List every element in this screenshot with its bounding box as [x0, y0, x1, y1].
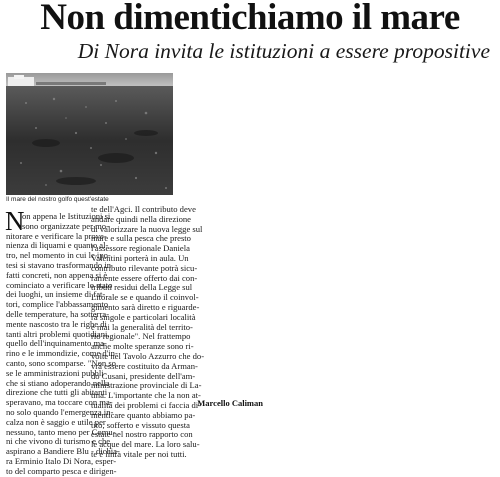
sea-photo: [6, 73, 173, 195]
text-line: cominciato a verificare lo stato: [6, 279, 113, 290]
text-line: ministrazione provinciale di La-: [91, 380, 202, 391]
author-signature: Marcello Caliman: [197, 398, 263, 408]
text-line: canto, sono scomparse. "Non so: [6, 357, 116, 368]
subtitle: Di Nora invita le istituzioni a essere propositive: [77, 39, 490, 63]
text-line: nessuno, tanto meno per Comu-: [6, 426, 116, 437]
text-line: contributo rilevante potrà sicu-: [91, 262, 198, 273]
text-line: te dell'Agci. Il contributo deve: [91, 204, 196, 214]
text-line: e mai la generalità del territo-: [91, 321, 193, 332]
text-line: aspirano a Bandiere Blu - dichia-: [6, 446, 120, 457]
text-line: vrà essere costituito da Arman-: [91, 360, 198, 371]
text-line: gimento sarà diretto e riguarde-: [91, 301, 200, 312]
text-line: to del comparto pesca e dirigen-: [6, 465, 117, 476]
text-line: direzione che tutti gli abitanti: [6, 387, 108, 398]
text-line: nienza di liquami e quanto al-: [6, 240, 109, 251]
text-line: rio regionale". Nel frattempo: [91, 331, 191, 342]
text-line: rino e le immondizie, come d'in-: [6, 348, 118, 359]
text-line: estate nel nostro rapporto con: [91, 429, 193, 440]
text-line: dei luoghi, un insieme di fat-: [6, 289, 106, 300]
text-line: do Cusani, presidente dell'am-: [91, 370, 196, 381]
text-line: ra Erminio Italo Di Nora, esper-: [6, 455, 117, 466]
article-column-2: [91, 204, 205, 460]
text-line: anche molte speranze sono ri-: [91, 341, 194, 352]
text-line: menticare quanto abbiamo pa-: [91, 409, 196, 420]
text-line: le acque del mare. La loro salu-: [91, 439, 200, 450]
text-line: tesi si stavano trasformando in: [6, 259, 112, 270]
blank-area: [268, 73, 500, 409]
text-line: ni che vivono di turismo e che: [6, 436, 111, 447]
text-line: speravano, ma toccare con ma-: [6, 397, 113, 408]
text-line: mente nascosto tra le righe di: [6, 318, 107, 329]
headline: Non dimentichiamo il mare: [40, 0, 460, 38]
text-line: se le amministrazioni pubbli-: [6, 367, 107, 378]
text-line: tro, nel momento in cui le ipo-: [6, 250, 111, 261]
text-line: ramente essere offerto dai con-: [91, 272, 198, 283]
text-line: nitorare e verificare la prove-: [6, 230, 107, 241]
text-line: on appena le Istituzioni si: [22, 211, 111, 221]
text-line: fatti concreti, non appena si è: [6, 269, 108, 280]
text-line: tina. L'importante che la non at-: [91, 390, 201, 401]
text-line: Litorale se e quando il coinvol-: [91, 292, 199, 303]
article-column-1: [5, 206, 120, 477]
text-line: te è linfa vitale per noi tutti.: [91, 448, 187, 459]
photo-caption: Il mare del nostro golfo quest'estate: [6, 196, 109, 203]
text-line: volte nel Tavolo Azzurro che do-: [91, 350, 205, 361]
text-line: delle temperature, ha sotterra-: [6, 308, 110, 319]
text-line: calza non è saggio e utile per: [6, 416, 106, 427]
text-line: che si stiano adoperando nella: [6, 377, 110, 388]
text-line: sono organizzate per mo-: [22, 220, 109, 231]
text-line: di valorizzare la nuova legge sul: [91, 223, 203, 234]
text-line: no solo quando l'emergenza in-: [6, 406, 114, 417]
text-line: tori, complice l'abbassamento: [6, 299, 109, 310]
text-line: tanti altri problemi quotidiani,: [6, 328, 110, 339]
text-line: l'assessore regionale Daniela: [91, 243, 190, 254]
text-line: andare quindi nella direzione: [91, 213, 191, 224]
text-line: tualità dei problemi ci faccia di-: [91, 399, 201, 410]
text-line: quello dell'inquinamento ma-: [6, 338, 107, 349]
text-line: mare e sulla pesca che presto: [91, 233, 191, 244]
text-line: tito, sofferto e vissuto questa: [91, 419, 190, 430]
text-line: Valentini porterà in aula. Un: [91, 252, 189, 263]
text-line: tributi residui della Legge sul: [91, 282, 193, 293]
drop-cap: N: [5, 206, 25, 236]
text-line: rà singole e particolari località: [91, 311, 196, 322]
